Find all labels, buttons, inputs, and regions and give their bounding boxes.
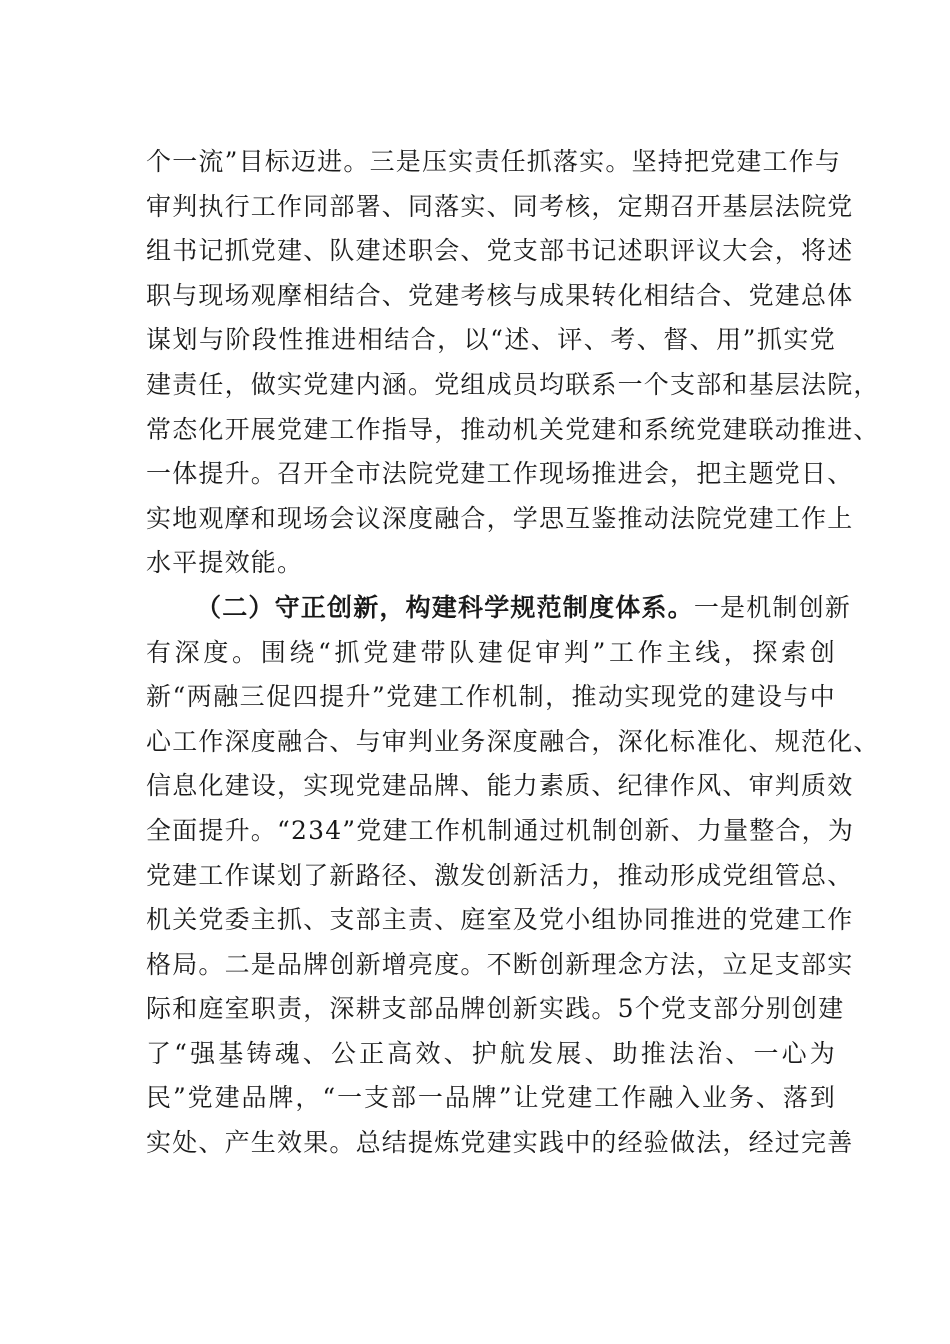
text-line: 水平提效能。 bbox=[146, 548, 304, 578]
body-text bbox=[146, 140, 880, 1166]
text-line: 民”党建品牌，“一支部一品牌”让党建工作融入业务、落到 bbox=[146, 1083, 836, 1113]
text-line: 审判执行工作同部署、同落实、同考核，定期召开基层法院党 bbox=[146, 191, 854, 221]
text-line: 实处、产生效果。总结提炼党建实践中的经验做法，经过完善 bbox=[146, 1128, 854, 1158]
text-line: 心工作深度融合、与审判业务深度融合，深化标准化、规范化、 bbox=[146, 726, 880, 756]
text-line: 信息化建设，实现党建品牌、能力素质、纪律作风、审判质效 bbox=[146, 771, 854, 801]
section-heading-rest: 一是机制创新 bbox=[693, 592, 852, 622]
text-line: 组书记抓党建、队建述职会、党支部书记述职评议大会，将述 bbox=[146, 236, 854, 266]
text-line: 一体提升。召开全市法院党建工作现场推进会，把主题党日、 bbox=[146, 459, 854, 489]
text-line: 格局。二是品牌创新增亮度。不断创新理念方法，立足支部实 bbox=[146, 949, 854, 979]
text-line: 个一流”目标迈进。三是压实责任抓落实。坚持把党建工作与 bbox=[146, 147, 842, 176]
text-line: 有深度。围绕“抓党建带队建促审判”工作主线，探索创 bbox=[146, 637, 836, 667]
text-line: 实地观摩和现场会议深度融合，学思互鉴推动法院党建工作上 bbox=[146, 503, 854, 533]
text-line: 常态化开展党建工作指导，推动机关党建和系统党建联动推进、 bbox=[146, 414, 880, 444]
text-line: 建责任，做实党建内涵。党组成员均联系一个支部和基层法院， bbox=[146, 369, 880, 399]
text-line: 职与现场观摩相结合、党建考核与成果转化相结合、党建总体 bbox=[146, 280, 854, 310]
text-line: 了“强基铸魂、公正高效、护航发展、助推法治、一心为 bbox=[146, 1038, 836, 1068]
text-line: 全面提升。“234”党建工作机制通过机制创新、力量整合，为 bbox=[146, 815, 855, 845]
section-heading-line bbox=[146, 586, 852, 631]
text-line: 新“两融三促四提升”党建工作机制，推动实现党的建设与中 bbox=[146, 682, 836, 712]
section-heading: （二）守正创新，构建科学规范制度体系。 bbox=[196, 592, 694, 622]
text-line: 谋划与阶段性推进相结合，以“述、评、考、督、用”抓实党 bbox=[146, 325, 836, 355]
text-line: 党建工作谋划了新路径、激发创新活力，推动形成党组管总、 bbox=[146, 860, 854, 890]
text-line: 机关党委主抓、支部主责、庭室及党小组协同推进的党建工作 bbox=[146, 905, 854, 935]
text-line: 际和庭室职责，深耕支部品牌创新实践。5个党支部分别创建 bbox=[146, 994, 845, 1024]
